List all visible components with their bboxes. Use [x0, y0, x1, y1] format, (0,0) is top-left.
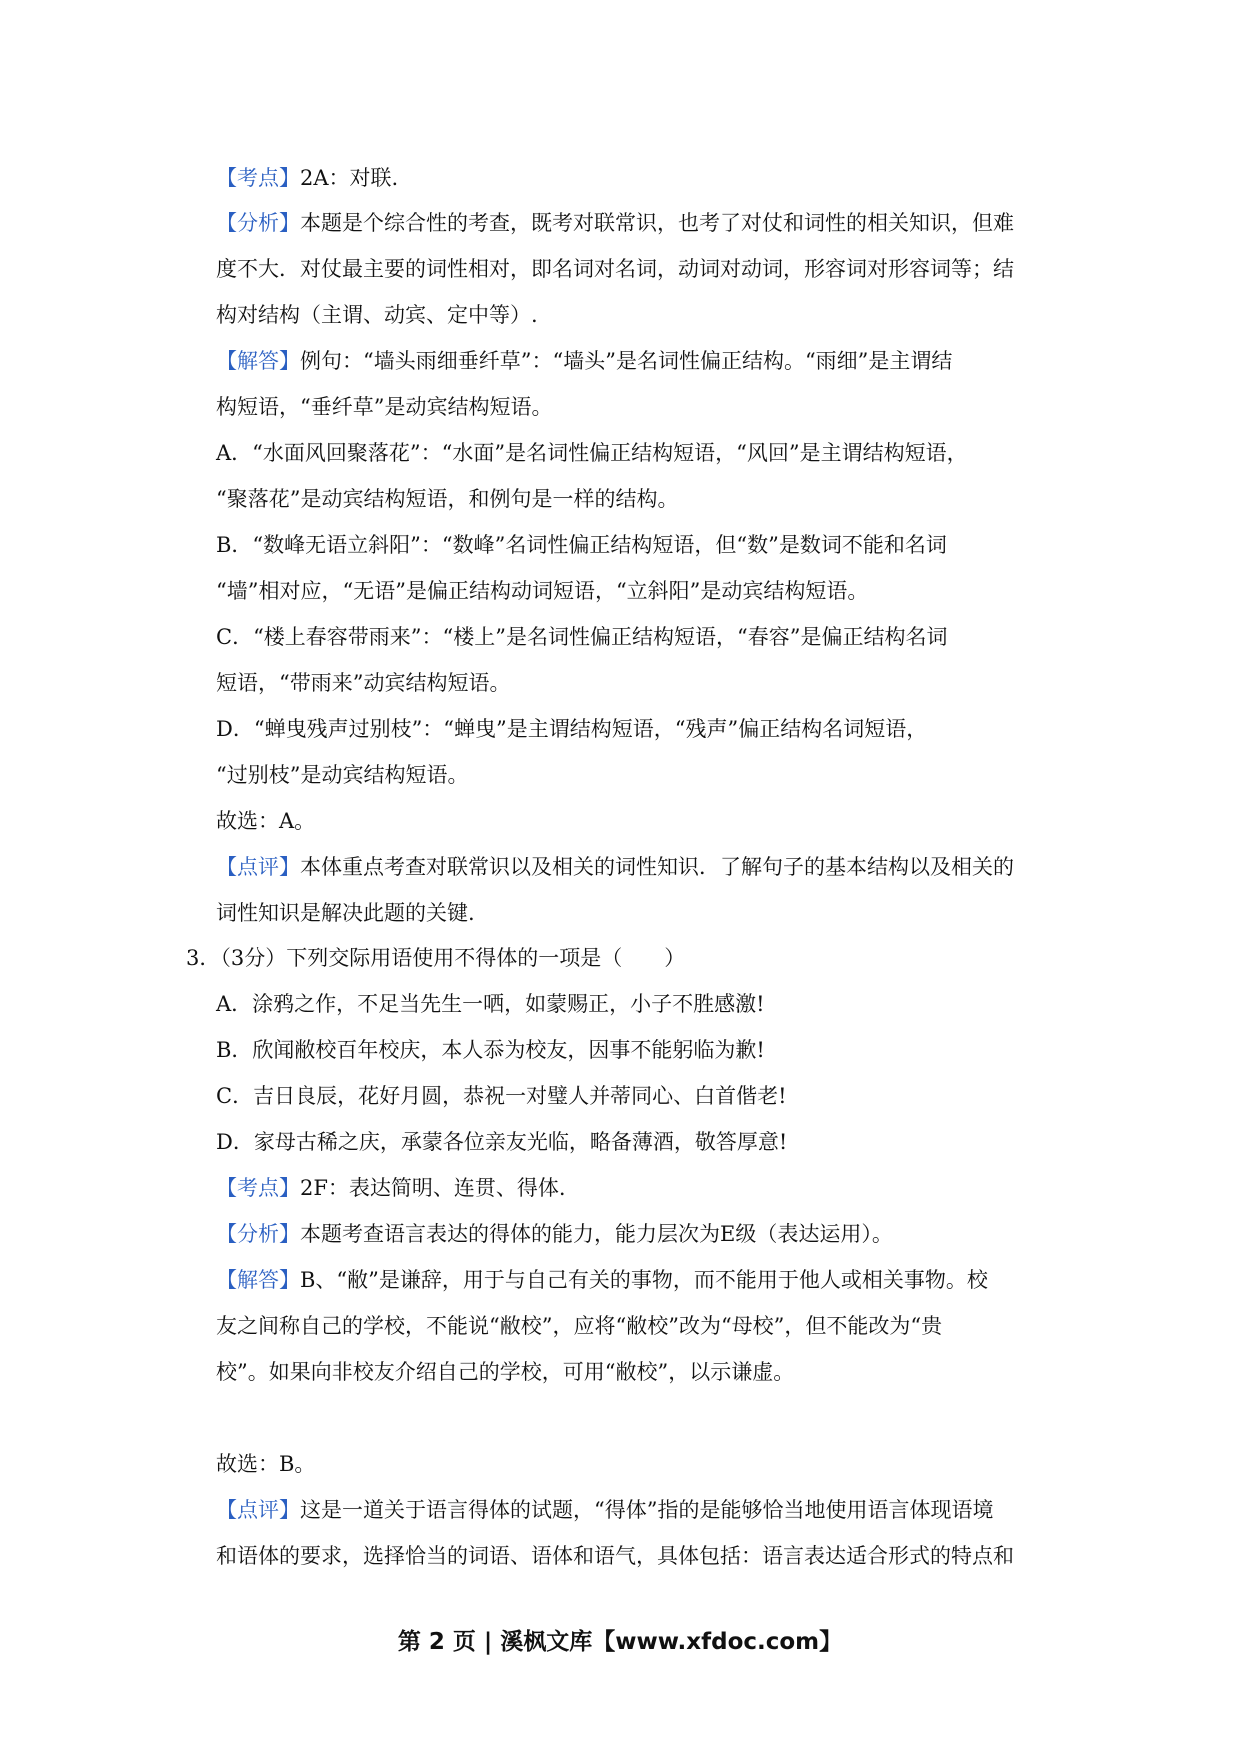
q3-dianping-line-1: [216, 1495, 993, 1525]
q3-kaodian-line: [216, 1173, 566, 1203]
dianping-tag: 【点评】: [216, 855, 300, 879]
q2-option-d-line-1: D．“蝉曳残声过别枝”：“蝉曳”是主谓结构短语，“残声”偏正结构名词短语，: [216, 717, 928, 741]
jieda-tag: 【解答】: [216, 349, 300, 373]
q2-option-a-line-2: “聚落花”是动宾结构短语，和例句是一样的结构。: [216, 487, 679, 511]
q2-dianping-line-2: 词性知识是解决此题的关键.: [216, 901, 475, 925]
fenxi-tag: 【分析】: [216, 211, 300, 235]
kaodian-text: 2A：对联.: [300, 166, 399, 190]
q2-option-c-line-1: C．“楼上春容带雨来”：“楼上”是名词性偏正结构短语，“春容”是偏正结构名词: [216, 625, 948, 649]
q3-option-c: C．吉日良辰，花好月圆，恭祝一对璧人并蒂同心、白首偕老!: [216, 1084, 787, 1108]
q2-option-a-line-1: A．“水面风回聚落花”：“水面”是名词性偏正结构短语，“风回”是主谓结构短语，: [216, 441, 968, 465]
q2-dianping-line-1: [216, 852, 1014, 882]
q2-kaodian-line: [216, 163, 398, 193]
kaodian-tag: 【考点】: [216, 1176, 300, 1200]
q3-dianping-line-2: 和语体的要求，选择恰当的词语、语体和语气，具体包括：语言表达适合形式的特点和: [216, 1544, 1014, 1568]
q3-stem: 3．（3分）下列交际用语使用不得体的一项是（ ）: [186, 946, 686, 970]
q3-option-a: A．涂鸦之作，不足当先生一哂，如蒙赐正，小子不胜感激!: [216, 992, 765, 1016]
q2-option-c-line-2: 短语，“带雨来”动宾结构短语。: [216, 671, 511, 695]
q3-jieda-line-2: 友之间称自己的学校，不能说“敝校”，应将“敝校”改为“母校”，但不能改为“贵: [216, 1314, 943, 1338]
q2-jieda-line-2: 构短语，“垂纤草”是动宾结构短语。: [216, 395, 553, 419]
jieda-tag: 【解答】: [216, 1268, 300, 1292]
q2-fenxi-line-2: 度不大．对仗最主要的词性相对，即名词对名词，动词对动词，形容词对形容词等；结: [216, 257, 1014, 281]
page-footer: 第 2 页 | 溪枫文库【www.xfdoc.com】: [397, 1629, 843, 1655]
jieda-text: B、“敝”是谦辞，用于与自己有关的事物，而不能用于他人或相关事物。校: [300, 1268, 988, 1292]
kaodian-text: 2F：表达简明、连贯、得体.: [300, 1176, 566, 1200]
q3-jieda-line-1: [216, 1265, 988, 1295]
kaodian-tag: 【考点】: [216, 166, 300, 190]
dianping-tag: 【点评】: [216, 1498, 300, 1522]
q3-fenxi-line: [216, 1219, 893, 1249]
q2-jieda-line-1: [216, 346, 952, 376]
q3-guxuan: 故选：B。: [216, 1452, 316, 1476]
dianping-text: 这是一道关于语言得体的试题，“得体”指的是能够恰当地使用语言体现语境: [300, 1498, 994, 1522]
q3-option-d: D．家母古稀之庆，承蒙各位亲友光临，略备薄酒，敬答厚意!: [216, 1130, 788, 1154]
dianping-text: 本体重点考查对联常识以及相关的词性知识．了解句子的基本结构以及相关的: [300, 855, 1014, 879]
q2-option-b-line-1: B．“数峰无语立斜阳”：“数峰”名词性偏正结构短语，但“数”是数词不能和名词: [216, 533, 947, 557]
q2-fenxi-line-3: 构对结构（主谓、动宾、定中等）.: [216, 303, 538, 327]
fenxi-tag: 【分析】: [216, 1222, 300, 1246]
fenxi-text: 本题考查语言表达的得体的能力，能力层次为E级（表达运用）。: [300, 1222, 893, 1246]
q3-jieda-line-3: 校”。如果向非校友介绍自己的学校，可用“敝校”，以示谦虚。: [216, 1360, 795, 1384]
jieda-text: 例句：“墙头雨细垂纤草”：“墙头”是名词性偏正结构。“雨细”是主谓结: [300, 349, 953, 373]
fenxi-text: 本题是个综合性的考查，既考对联常识，也考了对仗和词性的相关知识，但难: [300, 211, 1014, 235]
q2-fenxi-line-1: [216, 208, 1014, 238]
q2-guxuan: 故选：A。: [216, 809, 316, 833]
q2-option-d-line-2: “过别枝”是动宾结构短语。: [216, 763, 469, 787]
q2-option-b-line-2: “墙”相对应，“无语”是偏正结构动词短语，“立斜阳”是动宾结构短语。: [216, 579, 869, 603]
q3-option-b: B．欣闻敝校百年校庆，本人忝为校友，因事不能躬临为歉!: [216, 1038, 765, 1062]
